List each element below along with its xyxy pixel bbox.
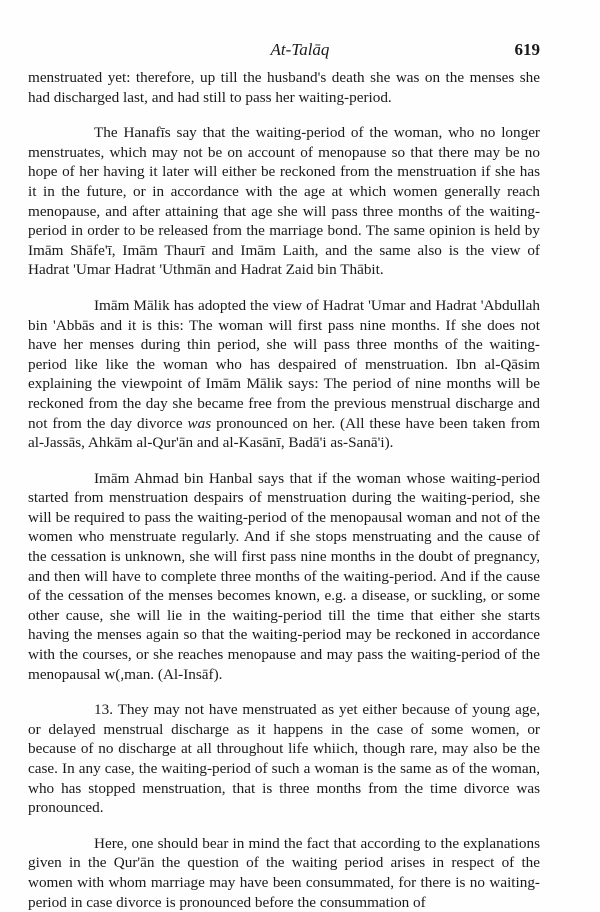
running-title: At-Talāq xyxy=(270,40,330,59)
paragraph-consummation: Here, one should bear in mind the fact that according to the explanations given in the Qur'ān the question of the waiting period arises in respect of the women with whom marriage may have been consummated, for there is no waiting-period in case divorce is pronounced before the consummation of xyxy=(28,834,540,911)
page-number: 619 xyxy=(514,40,540,59)
paragraph-maliki-view xyxy=(28,296,540,453)
paragraph-hanafi-view: The Hanafīs say that the waiting-period of the woman, who no longer menstruates, which may not be on account of menopause so that there may be no hope of her having it later will either be reckoned from the menstruation if she has it in the future, or in accordance with the age at which women generally reach menopause, and after attaining that age she will pass three months of the waiting-period in order to be released from the marriage bond. The same opinion is held by Imām Shāfe'ī, Imām Thaurī and Imām Laith, and the same also is the view of Hadrat 'Umar Hadrat 'Uthmān and Hadrat Zaid bin Thābit. xyxy=(28,124,540,279)
paragraph-continuation: menstruated yet: therefore, up till the husband's death she was on the menses she had discharged last, and had still to pass her waiting-period. xyxy=(28,69,540,106)
body-text xyxy=(28,68,540,912)
paragraph-hanbali-view: Imām Ahmad bin Hanbal says that if the woman whose waiting-period started from menstruation despairs of menstruation during the waiting-period, she will be required to pass the waiting-period of the menopausal woman and not of the women who menstruate regularly. And if she stops menstruating and the cause of the cessation is unknown, she will first pass nine months in the doubt of pregnancy, and then will have to complete three months of the waiting-period. And if the cause of the cessation of the menses becomes known, e.g. a disease, or suckling, or some other cause, she will lie in the waiting-period till the time that either she starts having the menses again so that the waiting-period may be reckoned in accordance with the courses, or she reaches menopause and may pass the waiting-period of the menopausal w(,man. (Al-Insāf). xyxy=(28,469,540,683)
paragraph-note-13: 13. They may not have menstruated as yet either because of young age, or delayed menstrual discharge as it happens in the case of some women, or because of no discharge at all throughout life whiich, though rare, may also be the case. In any case, the waiting-period of such a woman is the same as of the woman, who has stopped menstruation, that is three months from the time divorce was pronounced. xyxy=(28,701,540,817)
paragraph-maliki-text-after: pronounced on her. (All these have been taken from al-Jassās, Ahkām al-Qur'ān and al-Kasānī, Badā'i as-Sanā'i). xyxy=(28,414,541,452)
emphasis-was: was xyxy=(187,414,212,432)
paragraph-maliki-text-before: Imām Mālik has adopted the view of Hadrat 'Umar and Hadrat 'Abdullah bin 'Abbās and it is this: The woman will first pass nine months. If she does not have her menses during thin period, she will pass three months of the waiting-period like like the woman who has despaired of menstruation. Ibn al-Qāsim explaining the viewpoint of Imām Mālik says: The period of nine months will be reckoned from the day she became free from the previous menstrual discharge and not from the day divorce xyxy=(28,296,540,432)
page-header xyxy=(0,40,600,62)
